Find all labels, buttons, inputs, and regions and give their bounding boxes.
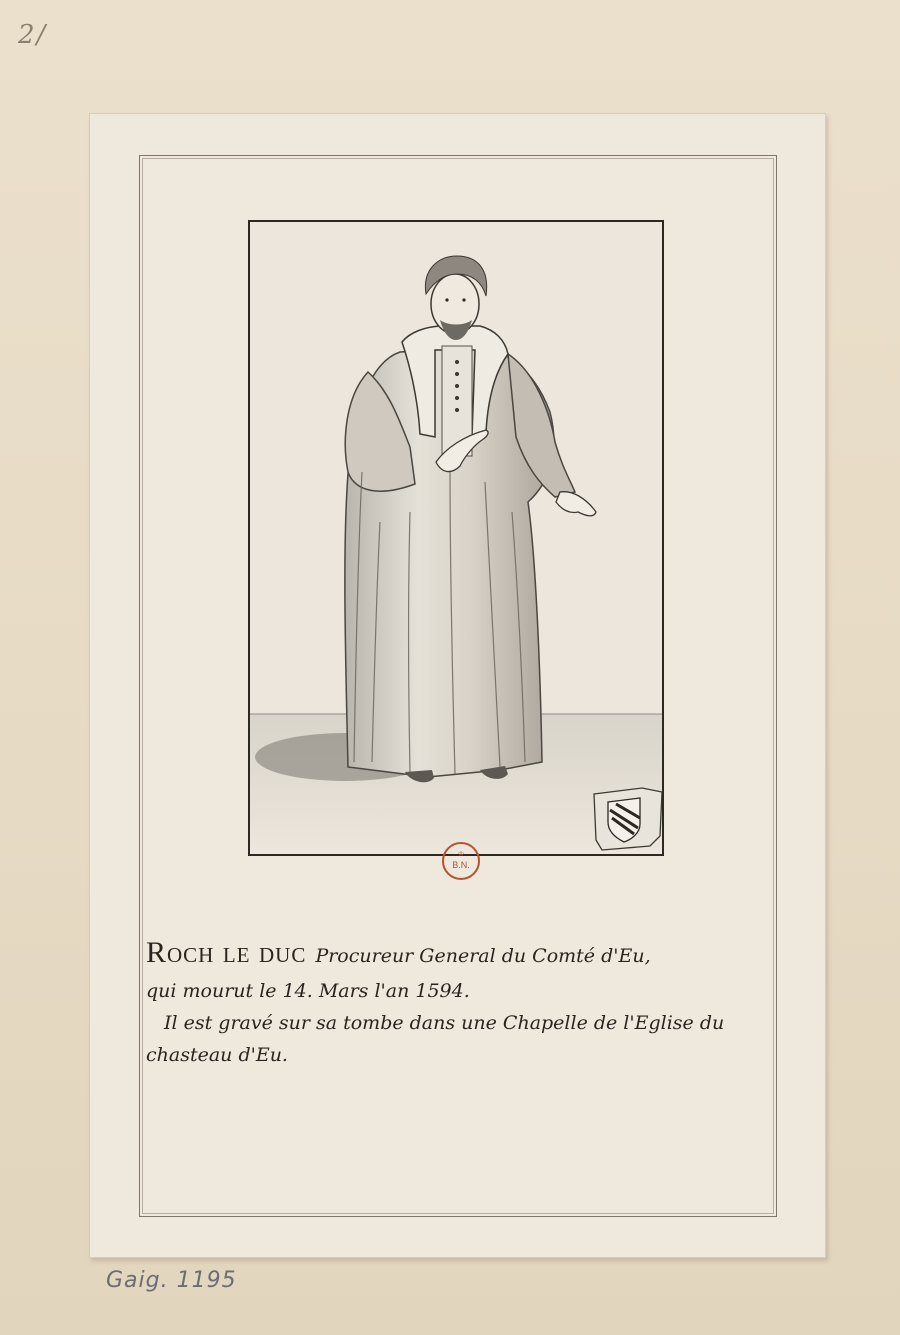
caption-block [146, 936, 786, 1066]
coat-of-arms [594, 788, 662, 850]
caption-line-4: chasteau d'Eu. [146, 1044, 288, 1066]
drawing-sheet [89, 113, 826, 1258]
portrait-illustration [250, 222, 662, 854]
subject-role: Procureur General du Comté d'Eu, [315, 945, 651, 967]
subject-name: Roch le duc [146, 936, 307, 969]
portrait-frame [248, 220, 664, 856]
corner-pencil-note: 2/ [18, 20, 48, 50]
stamp-text: B.N. [452, 860, 470, 870]
inventory-note: Gaig. 1195 [106, 1268, 237, 1293]
caption-line-2: qui mourut le 14. Mars l'an 1594. [146, 980, 470, 1002]
caption-line-3: Il est gravé sur sa tombe dans une Chapelle de l'Eglise du [164, 1012, 725, 1034]
caption-title-line [146, 936, 786, 970]
stamp-crown-icon: ♔ [457, 851, 465, 858]
library-stamp [442, 842, 480, 880]
